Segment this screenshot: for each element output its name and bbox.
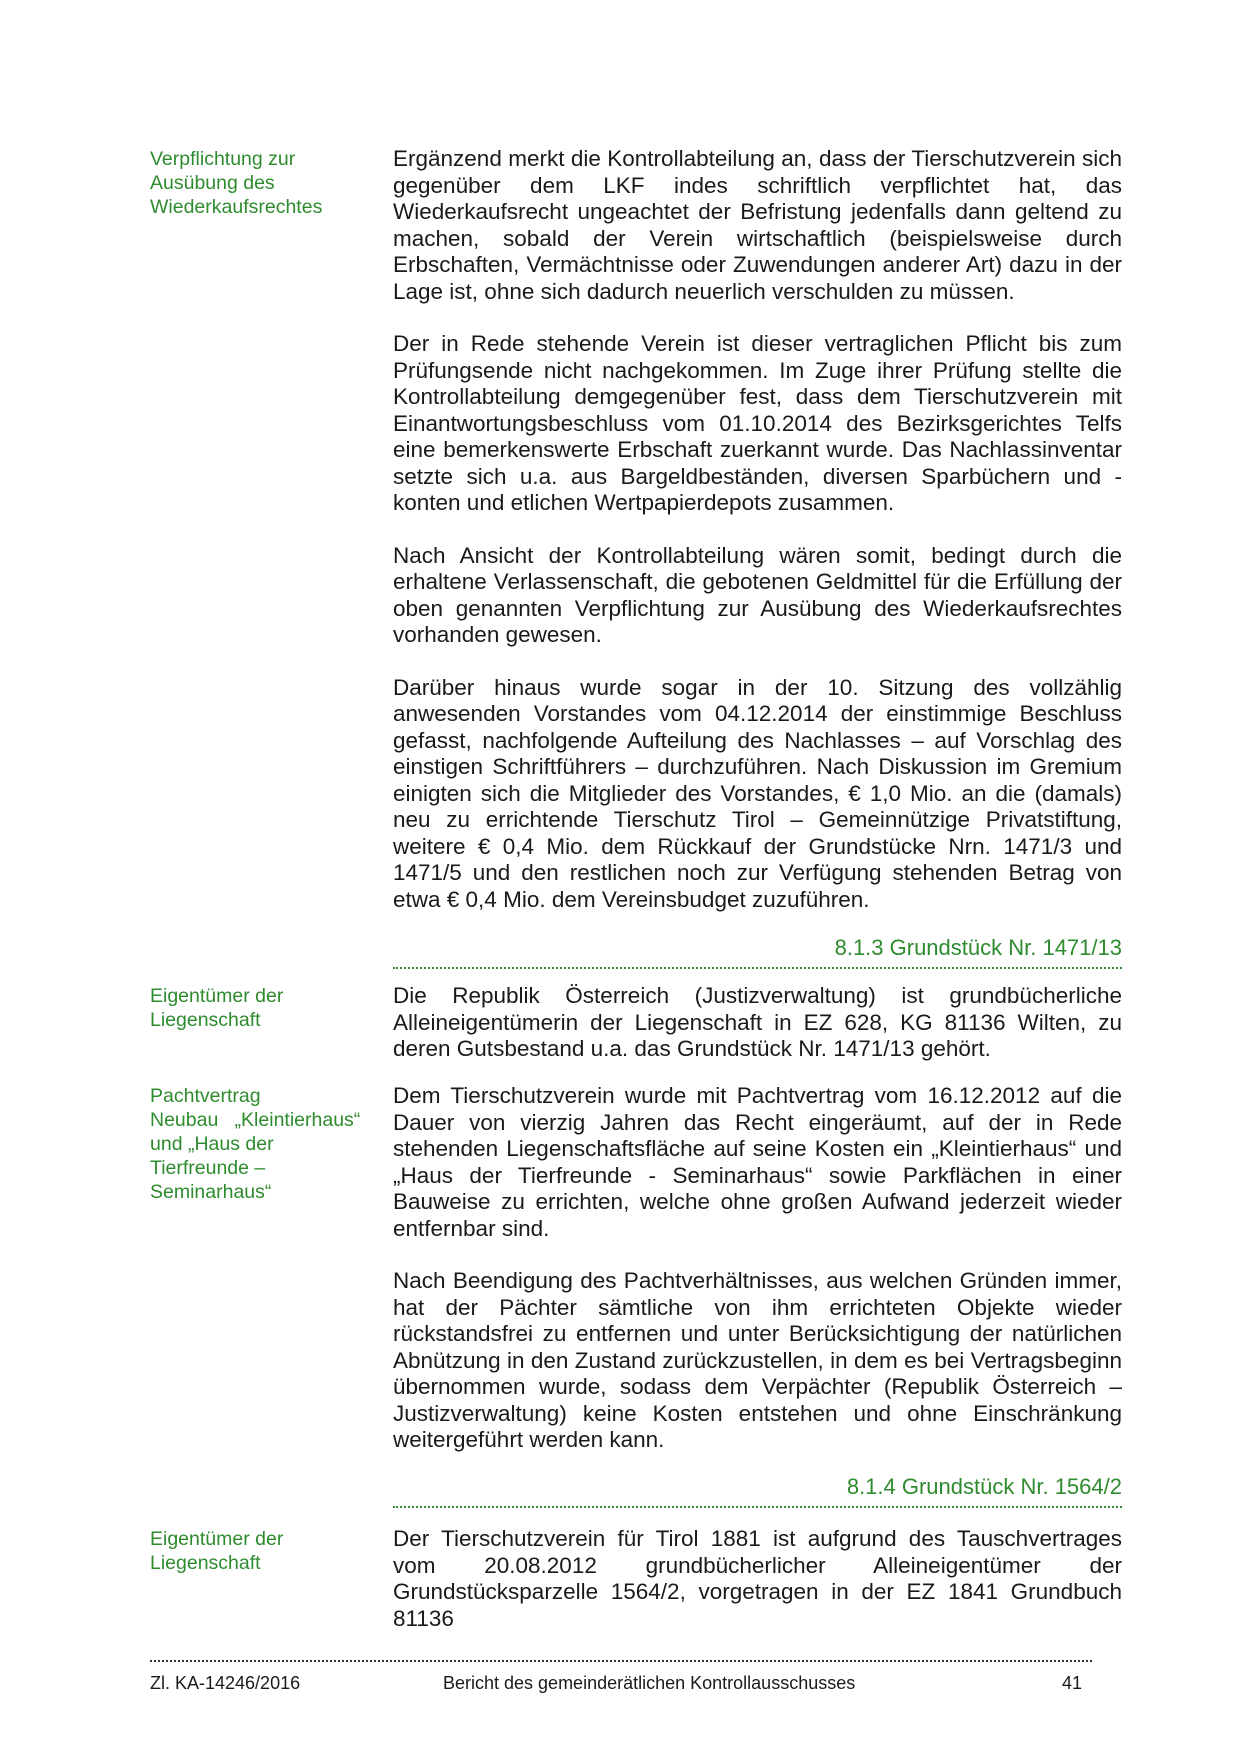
margin-line: Pachtvertrag [150, 1085, 261, 1107]
margin-note-pachtvertrag [150, 1084, 375, 1204]
body-text-section-2 [393, 983, 1122, 1063]
paragraph: Nach Beendigung des Pachtverhältnisses, aus welchen Gründen immer, hat der Pächter sämtliche von ihm errichteten Objekte wieder rückstandsfrei zu entfernen und unter Berücksichtigung der natürlichen Abnützung in den Zustand zurückzustellen, in dem es bei Vertragsbeginn übernommen wurde, sodass dem Verpächter (Republik Österreich – Justizverwaltung) keine Kosten entstehen und ohne Einschränkung weitergeführt werden kann. [393, 1268, 1122, 1452]
paragraph: Der Tierschutzverein für Tirol 1881 ist aufgrund des Tauschvertrages vom 20.08.2012 grundbücherlicher Alleineigentümer der Grundstücksparzelle 1564/2, vorgetragen in der EZ 1841 Grundbuch 81136 [393, 1526, 1122, 1631]
margin-line: und „Haus der [150, 1133, 274, 1155]
footer-reference: Zl. KA-14246/2016 [150, 1673, 301, 1693]
margin-line: Liegenschaft [150, 1009, 261, 1031]
footer-divider [150, 1660, 1092, 1662]
paragraph: Darüber hinaus wurde sogar in der 10. Sitzung des vollzählig anwesenden Vorstandes vom 04.12.2014 der einstimmige Beschluss gefasst, nachfolgende Aufteilung des Nachlasses – auf Vorschlag des einstigen Schriftführers – durchzuführen. Nach Diskussion im Gremium einigten sich die Mitglieder des Vorstandes, € 1,0 Mio. an die (damals) neu zu errichtende Tierschutz Tirol – Gemeinnützige Privatstiftung, weitere € 0,4 Mio. dem Rückkauf der Grundstücke Nrn. 1471/3 und 1471/5 und den restlichen noch zur Verfügung stehenden Betrag von etwa € 0,4 Mio. dem Vereinsbudget zuzuführen. [393, 674, 1122, 912]
section-heading-8-1-4: 8.1.4 Grundstück Nr. 1564/2 [846, 1474, 1122, 1499]
margin-line: Seminarhaus“ [150, 1181, 272, 1203]
margin-note-eigentuemer [150, 984, 375, 1032]
heading-divider [393, 1506, 1122, 1508]
margin-line: Liegenschaft [150, 1552, 261, 1574]
margin-line: Neubau „Kleintierhaus“ [150, 1109, 361, 1131]
margin-line: Eigentümer der [150, 985, 284, 1007]
margin-line: Verpflichtung zur [150, 148, 296, 170]
page-number: 41 [1062, 1673, 1083, 1693]
margin-line: Eigentümer der [150, 1528, 284, 1550]
footer-title: Bericht des gemeinderätlichen Kontrollausschusses [443, 1673, 856, 1693]
body-text-section-1 [393, 146, 1122, 913]
paragraph: Die Republik Österreich (Justizverwaltung) ist grundbücherliche Alleineigentümerin der Liegenschaft in EZ 628, KG 81136 Wilten, zu deren Gutsbestand u.a. das Grundstück Nr. 1471/13 gehört. [393, 983, 1122, 1061]
paragraph: Dem Tierschutzverein wurde mit Pachtvertrag vom 16.12.2012 auf die Dauer von vierzig Jahren das Recht eingeräumt, auf der in Rede stehenden Liegenschaftsfläche auf seine Kosten ein „Kleintierhaus“ und „Haus der Tierfreunde - Seminarhaus“ sowie Parkflächen in einer Bauweise zu errichten, welche ohne großen Aufwand jederzeit wieder entfernbar sind. [393, 1083, 1122, 1241]
paragraph: Ergänzend merkt die Kontrollabteilung an, dass der Tierschutzverein sich gegenüber dem LKF indes schriftlich verpflichtet hat, das Wiederkaufsrecht ungeachtet der Befristung jedenfalls dann geltend zu machen, sobald der Verein wirtschaftlich (beispielsweise durch Erbschaften, Vermächtnisse oder Zuwendungen anderer Art) dazu in der Lage ist, ohne sich dadurch neuerlich verschulden zu müssen. [393, 146, 1122, 304]
margin-note-wiederkaufsrecht [150, 147, 375, 219]
body-text-section-4 [393, 1526, 1122, 1632]
margin-line: Tierfreunde – [150, 1157, 266, 1179]
margin-line: Ausübung des [150, 172, 275, 194]
heading-divider [393, 967, 1122, 969]
section-heading-8-1-3: 8.1.3 Grundstück Nr. 1471/13 [834, 935, 1122, 960]
margin-note-eigentuemer-2 [150, 1527, 375, 1575]
margin-line: Wiederkaufsrechtes [150, 196, 323, 218]
body-text-section-3 [393, 1083, 1122, 1454]
paragraph: Der in Rede stehende Verein ist dieser vertraglichen Pflicht bis zum Prüfungsende nicht nachgekommen. Im Zuge ihrer Prüfung stellte die Kontrollabteilung demgegenüber fest, dass dem Tierschutzverein mit Einantwortungsbeschluss vom 01.10.2014 des Bezirksgerichtes Telfs eine bemerkenswerte Erbschaft zuerkannt wurde. Das Nachlassinventar setzte sich u.a. aus Bargeldbeständen, diversen Sparbüchern und -konten und etlichen Wertpapierdepots zusammen. [393, 331, 1122, 515]
paragraph: Nach Ansicht der Kontrollabteilung wären somit, bedingt durch die erhaltene Verlassenschaft, die gebotenen Geldmittel für die Erfüllung der oben genannten Verpflichtung zur Ausübung des Wiederkaufsrechtes vorhanden gewesen. [393, 542, 1122, 647]
